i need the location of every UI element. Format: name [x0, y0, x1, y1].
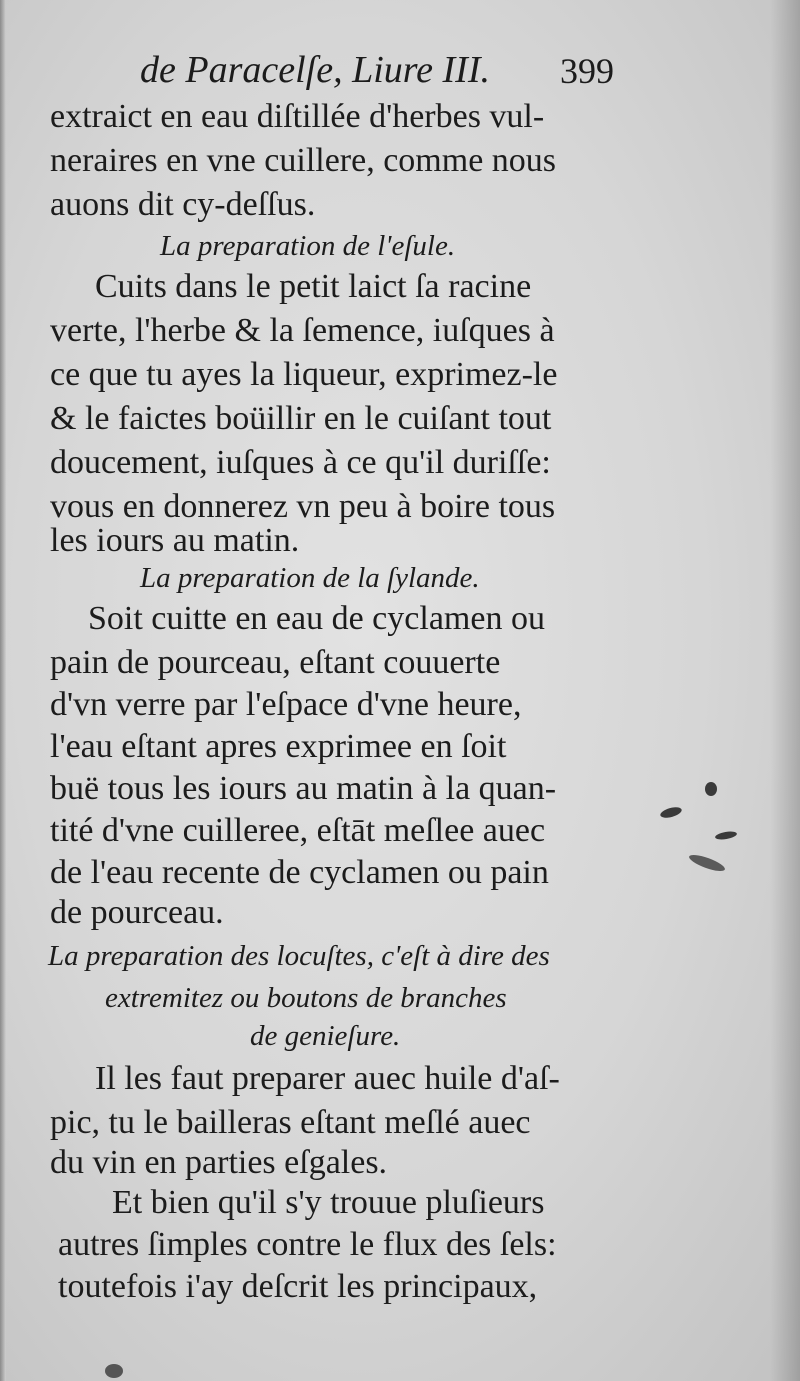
text-line: autres ſimples contre le flux des ſels:	[58, 1226, 557, 1263]
text-line: les iours au matin.	[50, 522, 300, 559]
text-line: Il les faut preparer auec huile d'aſ-	[95, 1060, 560, 1097]
section-heading: La preparation de la ſylande.	[140, 562, 480, 594]
text-line: Cuits dans le petit laict ſa racine	[95, 268, 532, 305]
ink-spot	[659, 805, 683, 819]
text-line: d'vn verre par l'eſpace d'vne heure,	[50, 686, 522, 723]
page-number: 399	[560, 51, 614, 91]
text-line: verte, l'herbe & la ſemence, iuſques à	[50, 312, 555, 349]
section-heading: de genieſure.	[250, 1020, 401, 1052]
ink-spot	[687, 852, 726, 874]
section-heading: La preparation des locuſtes, c'eſt à dire des	[48, 940, 550, 972]
text-line: tité d'vne cuilleree, eſtāt meſlee auec	[50, 812, 546, 849]
ink-spot	[715, 830, 738, 841]
text-line: neraires en vne cuillere, comme nous	[50, 142, 557, 179]
text-line: de pourceau.	[50, 894, 224, 931]
ink-spot	[705, 782, 717, 796]
text-line: doucement, iuſques à ce qu'il duriſſe:	[50, 444, 551, 481]
text-line: du vin en parties eſgales.	[50, 1144, 388, 1181]
section-heading: La preparation de l'eſule.	[160, 230, 456, 262]
text-line: vous en donnerez vn peu à boire tous	[50, 488, 556, 525]
text-line: Soit cuitte en eau de cyclamen ou	[88, 600, 545, 637]
text-line: l'eau eſtant apres exprimee en ſoit	[50, 728, 507, 765]
page-left-edge	[0, 0, 6, 1381]
text-line: pain de pourceau, eſtant couuerte	[50, 644, 501, 681]
page-right-shadow	[770, 0, 800, 1381]
section-heading: extremitez ou boutons de branches	[105, 982, 507, 1014]
text-line: auons dit cy-deſſus.	[50, 186, 316, 223]
text-line: toutefois i'ay deſcrit les principaux,	[58, 1268, 538, 1305]
text-line: de l'eau recente de cyclamen ou pain	[50, 854, 549, 891]
text-line: Et bien qu'il s'y trouue pluſieurs	[112, 1184, 545, 1221]
ink-spot	[105, 1364, 123, 1378]
text-line: extraict en eau diſtillée d'herbes vul-	[50, 98, 545, 135]
text-line: ce que tu ayes la liqueur, exprimez-le	[50, 356, 558, 393]
text-line: pic, tu le bailleras eſtant meſlé auec	[50, 1104, 531, 1141]
text-line: buë tous les iours au matin à la quan-	[50, 770, 557, 807]
running-title: de Paracelſe, Liure III.	[140, 49, 490, 91]
text-line: & le faictes boüillir en le cuiſant tout	[50, 400, 552, 437]
